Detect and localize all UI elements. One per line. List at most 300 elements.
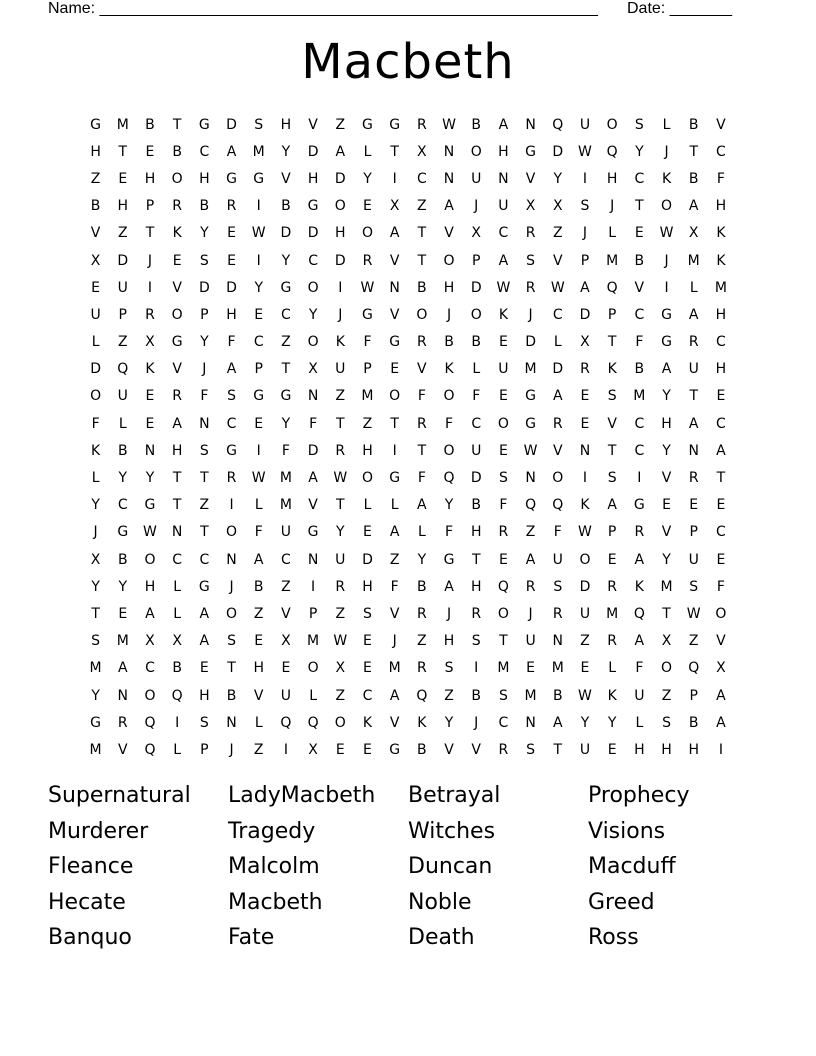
grid-letter: B <box>471 116 482 133</box>
grid-letter: H <box>226 306 237 323</box>
grid-letter: G <box>389 470 401 487</box>
grid-letter: Z <box>117 334 128 351</box>
grid-letter: G <box>389 116 401 133</box>
grid-letter: D <box>117 252 129 269</box>
grid-letter: Z <box>253 605 264 622</box>
grid-letter: O <box>606 116 618 133</box>
grid-letter: N <box>171 524 183 541</box>
grid-letter: H <box>443 279 455 296</box>
grid-letter: O <box>443 442 455 459</box>
grid-letter: O <box>361 470 373 487</box>
word-list-item: Hecate <box>48 889 126 915</box>
grid-letter: U <box>579 605 591 622</box>
grid-letter: B <box>471 687 482 704</box>
grid-letter: J <box>474 198 479 215</box>
grid-letter: R <box>525 279 536 296</box>
grid-letter: E <box>281 660 291 677</box>
grid-letter: W <box>442 116 456 133</box>
grid-letter: O <box>90 388 102 405</box>
grid-letter: R <box>416 334 427 351</box>
grid-letter: I <box>582 170 588 187</box>
grid-letter: A <box>498 116 509 133</box>
grid-letter: J <box>392 633 397 650</box>
grid-letter: H <box>362 442 373 459</box>
grid-letter: J <box>582 225 588 242</box>
word-list-item: Supernatural <box>48 783 191 808</box>
grid-letter: H <box>634 741 645 758</box>
grid-letter: Y <box>417 551 427 568</box>
grid-letter: I <box>147 279 153 296</box>
grid-letter: L <box>635 714 644 731</box>
grid-letter: U <box>498 198 509 215</box>
grid-letter: R <box>172 388 183 405</box>
grid-letter: T <box>499 633 508 650</box>
grid-letter: E <box>363 524 372 541</box>
grid-letter: W <box>333 633 348 650</box>
grid-letter: D <box>307 225 319 242</box>
grid-letter: Z <box>90 170 101 187</box>
grid-letter: H <box>470 524 482 541</box>
grid-letter: U <box>688 361 699 378</box>
grid-letter: V <box>172 361 182 378</box>
grid-letter: M <box>551 660 564 677</box>
grid-letter: O <box>497 605 509 622</box>
grid-letter: X <box>389 198 400 215</box>
grid-letter: H <box>443 633 455 650</box>
grid-letter: Q <box>525 497 537 514</box>
word-list-item: Macbeth <box>228 889 323 915</box>
grid-letter: O <box>226 524 238 541</box>
grid-letter: L <box>472 361 481 378</box>
grid-letter: C <box>416 170 427 187</box>
grid-letter: M <box>497 660 510 677</box>
grid-letter: L <box>662 116 671 133</box>
grid-letter: Z <box>417 633 427 650</box>
grid-letter: O <box>715 605 727 622</box>
grid-letter: Y <box>444 714 454 731</box>
grid-letter: E <box>498 334 508 351</box>
grid-letter: Y <box>118 578 128 595</box>
grid-letter: A <box>444 198 454 215</box>
grid-letter: H <box>498 143 509 160</box>
grid-letter: Y <box>281 143 291 160</box>
grid-letter: D <box>226 116 237 133</box>
grid-letter: A <box>688 306 699 323</box>
grid-letter: J <box>528 306 533 323</box>
grid-letter: X <box>335 660 346 677</box>
grid-letter: C <box>471 415 482 432</box>
grid-letter: E <box>363 198 372 215</box>
grid-letter: E <box>716 551 726 568</box>
word-list-item: Duncan <box>408 854 493 879</box>
grid-letter: M <box>307 633 320 650</box>
grid-letter: S <box>199 442 209 459</box>
grid-letter: K <box>716 252 726 269</box>
grid-letter: E <box>118 170 128 187</box>
grid-letter: I <box>474 660 479 677</box>
grid-letter: A <box>389 687 400 704</box>
grid-letter: A <box>389 225 400 242</box>
grid-letter: R <box>416 116 427 133</box>
grid-letter: K <box>335 334 345 351</box>
grid-letter: C <box>145 660 155 677</box>
grid-letter: V <box>716 633 726 650</box>
grid-letter: Q <box>688 660 700 677</box>
grid-letter: G <box>307 524 319 541</box>
grid-letter: T <box>91 605 100 622</box>
grid-letter: A <box>498 252 509 269</box>
grid-letter: P <box>200 306 209 323</box>
grid-letter: F <box>254 524 263 541</box>
grid-letter: C <box>281 551 291 568</box>
grid-letter: P <box>607 524 617 541</box>
grid-letter: Z <box>417 198 427 215</box>
grid-letter: V <box>308 497 318 514</box>
grid-letter: N <box>443 170 455 187</box>
grid-letter: H <box>253 660 264 677</box>
word-list-item: Fate <box>228 925 275 950</box>
grid-letter: L <box>254 714 263 731</box>
grid-letter: E <box>607 741 617 758</box>
grid-letter: A <box>172 415 182 432</box>
grid-letter: H <box>606 170 618 187</box>
grid-letter: U <box>280 524 292 541</box>
grid-letter: L <box>363 143 372 160</box>
grid-letter: S <box>662 714 671 731</box>
grid-letter: Y <box>200 225 209 242</box>
grid-letter: I <box>175 714 180 731</box>
grid-letter: U <box>525 633 536 650</box>
grid-letter: E <box>607 551 617 568</box>
grid-letter: U <box>634 687 645 704</box>
grid-letter: Z <box>688 633 699 650</box>
grid-letter: T <box>417 252 427 269</box>
grid-letter: B <box>688 116 699 133</box>
grid-letter: C <box>716 334 726 351</box>
grid-letter: Z <box>444 687 454 704</box>
grid-letter: Y <box>91 687 100 704</box>
grid-letter: E <box>172 252 182 269</box>
grid-letter: R <box>552 605 563 622</box>
grid-letter: D <box>307 442 319 459</box>
grid-letter: P <box>308 605 318 622</box>
word-list-item: Betrayal <box>408 783 501 808</box>
grid-letter: A <box>688 198 699 215</box>
grid-letter: C <box>716 143 726 160</box>
word-search-grid <box>82 111 735 764</box>
grid-letter: E <box>145 415 155 432</box>
grid-letter: P <box>689 687 698 704</box>
grid-letter: Y <box>281 415 291 432</box>
grid-letter: A <box>634 633 645 650</box>
grid-letter: K <box>91 442 101 459</box>
grid-letter: O <box>226 605 238 622</box>
grid-letter: B <box>226 687 237 704</box>
grid-letter: I <box>664 279 669 296</box>
grid-letter: A <box>226 143 237 160</box>
grid-letter: E <box>227 225 236 242</box>
grid-letter: K <box>716 225 726 242</box>
grid-letter: C <box>226 415 237 432</box>
grid-letter: J <box>93 524 98 541</box>
grid-letter: A <box>117 660 128 677</box>
grid-letter: Y <box>607 714 617 731</box>
grid-letter: O <box>171 170 183 187</box>
grid-letter: R <box>335 442 346 459</box>
grid-letter: I <box>256 198 261 215</box>
word-list-item: Noble <box>408 889 472 915</box>
grid-letter: D <box>470 470 482 487</box>
grid-letter: P <box>254 361 263 378</box>
word-list-item: Tragedy <box>228 818 316 844</box>
grid-letter: D <box>198 279 210 296</box>
grid-letter: E <box>716 388 726 405</box>
grid-letter: H <box>117 198 129 215</box>
grid-letter: X <box>552 198 563 215</box>
grid-letter: S <box>91 633 101 650</box>
grid-letter: Z <box>335 388 346 405</box>
grid-letter: G <box>389 741 401 758</box>
grid-letter: Q <box>552 116 564 133</box>
grid-letter: D <box>579 578 591 595</box>
grid-letter: D <box>362 551 373 568</box>
grid-letter: A <box>444 578 454 595</box>
grid-letter: W <box>360 279 375 296</box>
grid-letter: A <box>417 497 427 514</box>
grid-letter: R <box>634 524 645 541</box>
grid-letter: R <box>525 578 536 595</box>
grid-letter: C <box>308 252 318 269</box>
grid-letter: F <box>390 578 399 595</box>
grid-letter: H <box>470 578 482 595</box>
grid-letter: R <box>688 334 699 351</box>
grid-letter: T <box>553 741 563 758</box>
grid-letter: N <box>307 388 319 405</box>
grid-letter: W <box>578 143 592 160</box>
grid-letter: I <box>283 741 288 758</box>
grid-letter: B <box>444 334 454 351</box>
grid-letter: N <box>199 415 210 432</box>
grid-letter: O <box>307 334 319 351</box>
grid-letter: I <box>392 170 397 187</box>
grid-letter: Y <box>281 252 291 269</box>
grid-letter: W <box>659 225 674 242</box>
grid-letter: H <box>661 741 672 758</box>
grid-letter: H <box>280 116 292 133</box>
grid-letter: Q <box>497 578 509 595</box>
grid-letter: V <box>471 741 481 758</box>
grid-letter: C <box>498 225 509 242</box>
grid-letter: R <box>580 361 590 378</box>
grid-letter: T <box>200 470 209 487</box>
grid-letter: M <box>524 361 537 378</box>
grid-letter: X <box>145 633 155 650</box>
grid-letter: E <box>662 497 671 514</box>
grid-letter: O <box>552 470 564 487</box>
grid-letter: W <box>578 524 592 541</box>
grid-letter: C <box>172 551 183 568</box>
grid-letter: H <box>307 170 319 187</box>
grid-letter: B <box>199 198 210 215</box>
grid-letter: A <box>226 361 237 378</box>
grid-letter: D <box>552 361 564 378</box>
grid-letter: G <box>144 497 156 514</box>
grid-letter: I <box>637 470 642 487</box>
grid-letter: C <box>634 442 645 459</box>
grid-letter: U <box>579 116 591 133</box>
grid-letter: B <box>688 714 699 731</box>
grid-letter: W <box>143 524 157 541</box>
grid-letter: K <box>145 361 155 378</box>
grid-letter: O <box>443 388 455 405</box>
grid-letter: E <box>118 605 128 622</box>
grid-letter: U <box>335 361 346 378</box>
grid-letter: B <box>471 334 482 351</box>
grid-letter: S <box>498 470 508 487</box>
grid-letter: G <box>525 143 537 160</box>
grid-letter: Z <box>335 687 346 704</box>
grid-letter: O <box>497 415 509 432</box>
grid-letter: U <box>498 361 509 378</box>
grid-letter: C <box>117 497 128 514</box>
grid-letter: S <box>227 633 236 650</box>
grid-letter: U <box>117 388 128 405</box>
grid-letter: N <box>443 143 455 160</box>
grid-letter: X <box>90 551 101 568</box>
grid-letter: V <box>389 605 400 622</box>
grid-letter: U <box>335 551 346 568</box>
grid-letter: W <box>578 687 592 704</box>
grid-letter: C <box>199 551 210 568</box>
grid-letter: T <box>336 415 345 432</box>
grid-letter: A <box>716 687 726 704</box>
grid-letter: K <box>580 497 590 514</box>
grid-letter: G <box>362 306 373 323</box>
grid-letter: A <box>688 415 699 432</box>
grid-letter: M <box>279 470 292 487</box>
grid-letter: L <box>254 497 263 514</box>
grid-letter: Q <box>280 714 292 731</box>
grid-letter: W <box>251 225 266 242</box>
grid-letter: R <box>226 470 237 487</box>
grid-letter: N <box>525 714 536 731</box>
grid-letter: U <box>90 306 101 323</box>
grid-letter: O <box>361 225 373 242</box>
grid-letter: Y <box>91 497 100 514</box>
grid-letter: B <box>172 143 182 160</box>
grid-letter: Q <box>633 605 645 622</box>
grid-letter: D <box>334 252 346 269</box>
grid-letter: A <box>552 388 563 405</box>
grid-letter: T <box>172 497 182 514</box>
grid-letter: L <box>608 225 617 242</box>
grid-letter: K <box>661 170 672 187</box>
grid-letter: O <box>334 198 346 215</box>
grid-letter: Q <box>552 497 564 514</box>
grid-letter: J <box>528 605 533 622</box>
grid-letter: I <box>582 470 588 487</box>
grid-letter: M <box>606 252 619 269</box>
grid-letter: R <box>552 415 563 432</box>
grid-letter: S <box>553 578 563 595</box>
grid-letter: Z <box>389 551 400 568</box>
grid-letter: Y <box>336 524 345 541</box>
grid-letter: A <box>634 551 645 568</box>
grid-letter: U <box>471 442 482 459</box>
grid-letter: K <box>498 306 508 323</box>
grid-letter: J <box>474 714 479 731</box>
grid-letter: N <box>226 551 237 568</box>
grid-letter: L <box>608 660 617 677</box>
grid-letter: F <box>227 334 236 351</box>
grid-letter: H <box>144 170 156 187</box>
grid-letter: L <box>91 470 100 487</box>
grid-letter: X <box>281 633 291 650</box>
grid-letter: X <box>580 334 590 351</box>
grid-letter: H <box>715 361 727 378</box>
grid-letter: A <box>525 551 536 568</box>
grid-letter: S <box>254 116 264 133</box>
grid-letter: M <box>606 605 619 622</box>
grid-letter: E <box>390 361 400 378</box>
grid-letter: O <box>307 279 319 296</box>
grid-letter: D <box>579 306 591 323</box>
grid-letter: U <box>688 551 699 568</box>
grid-letter: V <box>389 252 400 269</box>
grid-letter: L <box>173 605 182 622</box>
grid-letter: Q <box>171 687 183 704</box>
grid-letter: J <box>202 361 207 378</box>
grid-letter: Q <box>144 714 156 731</box>
grid-letter: T <box>172 470 182 487</box>
grid-letter: N <box>688 442 699 459</box>
grid-letter: S <box>607 388 617 405</box>
grid-letter: B <box>253 578 264 595</box>
word-list-item: Fleance <box>48 854 134 879</box>
grid-letter: G <box>661 306 672 323</box>
grid-letter: S <box>471 633 481 650</box>
grid-letter: M <box>116 116 129 133</box>
grid-letter: U <box>471 170 482 187</box>
grid-letter: R <box>471 605 482 622</box>
grid-letter: U <box>552 551 563 568</box>
grid-letter: Z <box>335 116 346 133</box>
grid-letter: T <box>689 143 698 160</box>
grid-letter: Y <box>200 334 209 351</box>
grid-letter: B <box>172 660 182 677</box>
grid-letter: S <box>607 470 617 487</box>
word-list-item: Witches <box>408 818 496 844</box>
grid-letter: G <box>661 334 672 351</box>
grid-letter: O <box>144 551 156 568</box>
grid-letter: V <box>281 605 291 622</box>
grid-letter: G <box>226 170 237 187</box>
grid-letter: B <box>117 442 128 459</box>
grid-letter: A <box>716 714 726 731</box>
word-list <box>48 778 768 956</box>
grid-letter: H <box>715 306 727 323</box>
grid-letter: T <box>336 497 345 514</box>
grid-letter: Q <box>117 361 129 378</box>
grid-letter: Z <box>281 334 291 351</box>
grid-letter: G <box>198 116 210 133</box>
grid-letter: K <box>607 361 617 378</box>
grid-letter: G <box>525 415 537 432</box>
grid-letter: C <box>716 415 726 432</box>
grid-letter: D <box>552 143 564 160</box>
grid-letter: Y <box>118 470 128 487</box>
grid-letter: V <box>308 116 318 133</box>
